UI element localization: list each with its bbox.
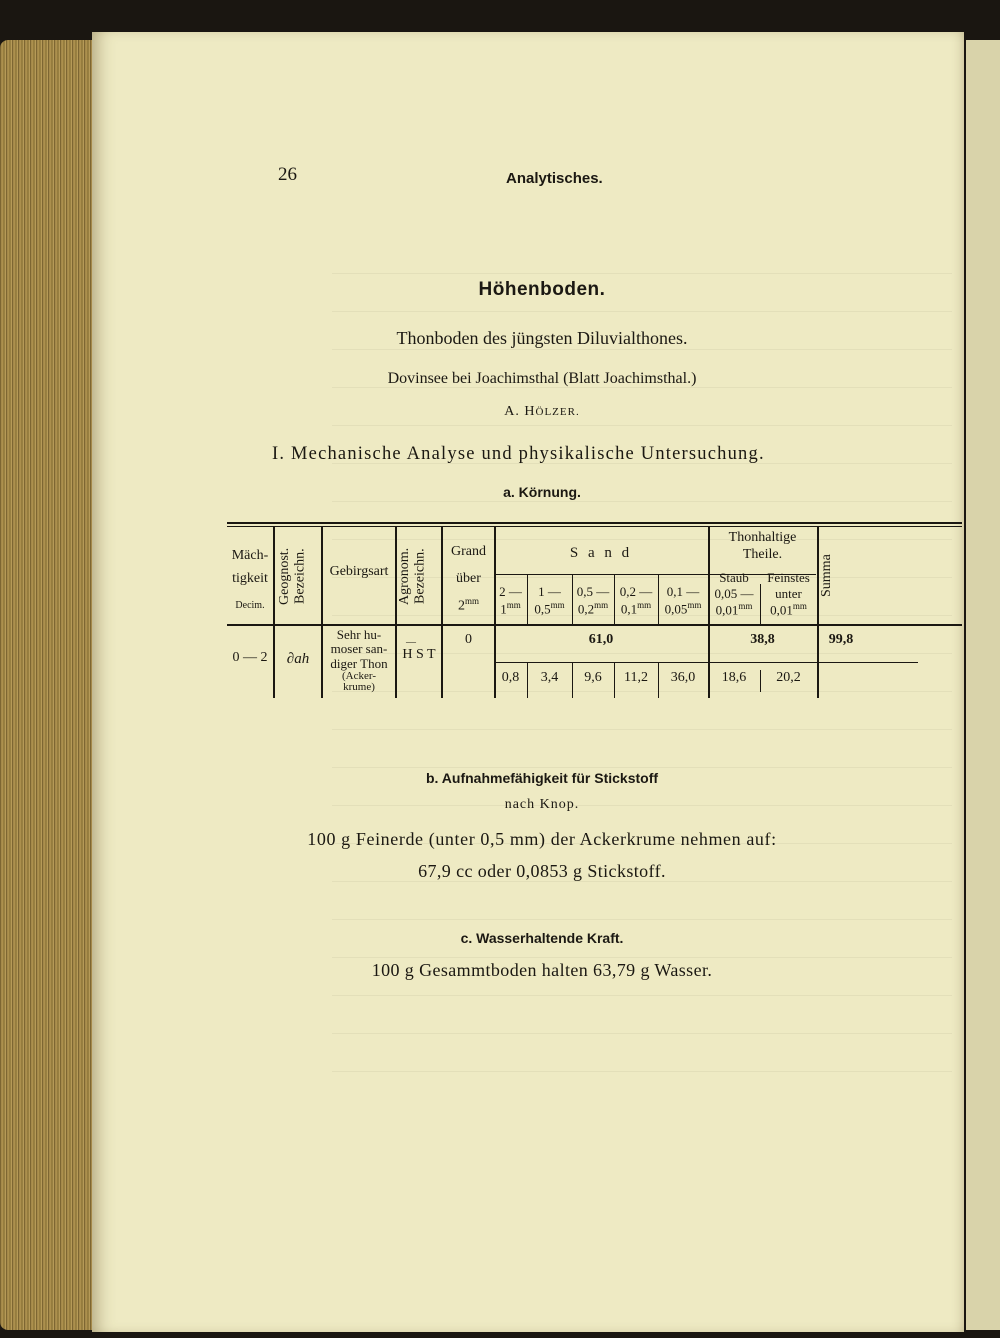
sand-col-top: 0,2 — xyxy=(619,584,653,599)
sand-col-bottom: 0,2 xyxy=(577,600,595,616)
section-heading-1: I. Mechanische Analyse und physikalische Untersuchung. xyxy=(272,444,765,464)
header-grand xyxy=(443,544,494,615)
sand-col-top: 1 — xyxy=(538,584,561,599)
header-text: Staub xyxy=(719,570,749,585)
cell-summa: 99,8 xyxy=(828,632,854,647)
unit-mm: mm xyxy=(792,601,807,612)
header-summa: Summa xyxy=(819,554,834,598)
header-text: Thonhaltige xyxy=(728,530,797,545)
subsection-stickstoff: b. Aufnahmefähigkeit für Stickstoff xyxy=(425,770,659,786)
page-title: Höhenboden. xyxy=(478,279,606,300)
sand-col-top: 0,5 — xyxy=(576,584,610,599)
cell-geognost: ∂ah xyxy=(286,651,310,667)
unit-mm: mm xyxy=(506,599,521,610)
cell-sand-value: 0,8 xyxy=(501,670,520,685)
unit-mm: mm xyxy=(738,601,753,612)
cell-agronom xyxy=(397,638,441,664)
header-text: Theile. xyxy=(742,546,783,562)
cell-text: H S T xyxy=(402,647,436,662)
unit-mm: mm xyxy=(687,599,702,610)
header-text: Feinstes xyxy=(767,570,810,585)
header-thonhaltige xyxy=(708,530,817,564)
header-gebirgsart: Gebirgsart xyxy=(329,564,389,579)
subtitle: Thonboden des jüngsten Diluvialthones. xyxy=(396,328,688,348)
locality: Dovinsee bei Joachimsthal (Blatt Joachimsthal.) xyxy=(387,370,697,387)
subsection-stickstoff-sub: nach Knop. xyxy=(504,797,580,812)
wasser-text: 100 g Gesammtboden halten 63,79 g Wasser. xyxy=(371,960,713,980)
cell-sand-value: 36,0 xyxy=(670,670,696,685)
header-sand-col xyxy=(527,584,572,617)
sand-col-bottom: 0,5 xyxy=(534,600,551,616)
cell-feinstes: 20,2 xyxy=(776,670,801,685)
page-number: 26 xyxy=(278,164,297,185)
header-text: Grand xyxy=(451,544,486,559)
stickstoff-text-1: 100 g Feinerde (unter 0,5 mm) der Ackerkrume nehmen auf: xyxy=(307,829,777,849)
header-sand-col xyxy=(614,584,658,617)
stickstoff-text-2: 67,9 cc oder 0,0853 g Stickstoff. xyxy=(418,861,666,881)
grain-size-table xyxy=(227,522,962,702)
cell-grand: 0 xyxy=(465,632,472,647)
sand-col-top: 0,1 — xyxy=(666,584,700,599)
table-rule-top xyxy=(227,522,962,524)
book-page xyxy=(92,32,964,1332)
header-geognost: Geognost. Bezeichn. xyxy=(277,547,308,605)
header-staub xyxy=(708,570,760,618)
author xyxy=(92,404,992,420)
header-sand-col xyxy=(494,584,527,617)
header-sand-col xyxy=(572,584,614,617)
header-agronom: Agronom. Bezeichn. xyxy=(397,547,428,605)
unit-mm: mm xyxy=(464,595,479,606)
cell-text: Sehr hu- xyxy=(336,627,382,642)
book-page-edges xyxy=(0,40,95,1330)
header-text: unter xyxy=(775,585,802,601)
unit-mm: mm xyxy=(594,599,609,610)
sand-col-bottom: 1 xyxy=(500,600,507,616)
subsection-wasser: c. Wasserhaltende Kraft. xyxy=(460,930,624,946)
sand-col-bottom: 0,1 xyxy=(620,600,638,616)
cell-text: — xyxy=(406,637,416,648)
header-feinstes xyxy=(760,570,817,618)
cell-sand-value: 3,4 xyxy=(540,670,559,685)
cell-text: krume) xyxy=(343,680,375,693)
col-divider xyxy=(273,526,275,698)
header-text: 0,05 — xyxy=(714,585,754,601)
table-rule-values xyxy=(494,662,918,663)
cell-thon-total: 38,8 xyxy=(750,632,775,647)
cell-sand-value: 9,6 xyxy=(584,670,602,685)
cell-text: (Acker- xyxy=(342,669,376,682)
cell-sand-total: 61,0 xyxy=(588,632,614,647)
header-text: 2 xyxy=(457,598,465,614)
header-text: Mäch- xyxy=(231,548,269,563)
running-head: Analytisches. xyxy=(506,170,603,187)
unit-mm: mm xyxy=(637,599,652,610)
header-text: 0,01 xyxy=(770,602,793,618)
cell-sand-value: 11,2 xyxy=(624,670,648,685)
header-sand: S a n d xyxy=(569,545,633,561)
cell-text: diger Thon xyxy=(330,655,388,671)
cell-staub: 18,6 xyxy=(721,670,747,685)
sand-col-bottom: 0,05 xyxy=(664,600,688,616)
next-page-edge xyxy=(966,40,1000,1330)
author-initial: A. H xyxy=(504,404,536,419)
header-text: tigkeit xyxy=(232,570,268,586)
table-rule-top-2 xyxy=(227,526,962,527)
author-rest: ÖLZER. xyxy=(535,406,580,418)
sand-col-top: 2 — xyxy=(499,584,522,599)
cell-maechtigkeit: 0 — 2 xyxy=(232,650,268,665)
table-rule-header xyxy=(227,624,962,626)
cell-text: moser san- xyxy=(330,641,388,657)
unit-mm: mm xyxy=(550,599,565,610)
header-text: über xyxy=(456,570,481,586)
header-maechtigkeit xyxy=(227,548,273,612)
header-text: 0,01 xyxy=(715,602,739,618)
header-unit: Decim. xyxy=(235,599,265,611)
subsection-koernung: a. Körnung. xyxy=(503,484,581,500)
header-sand-col xyxy=(658,584,708,617)
